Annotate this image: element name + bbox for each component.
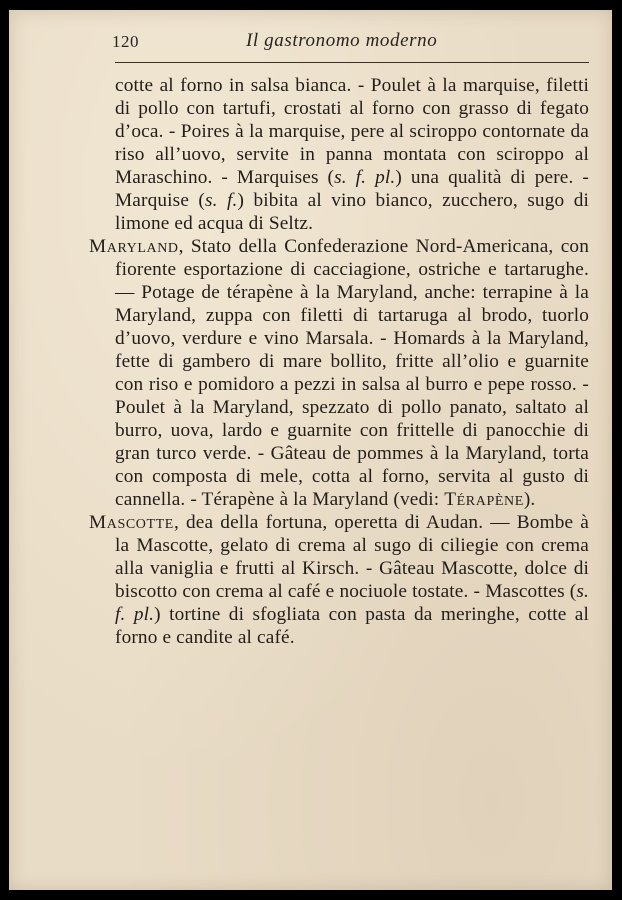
entry-text: , Stato della Confederazione Nord-Americana, con fiorente esportazione di cacciagione, ostriche e tartarughe. — Potage de térapène à la Maryland, anche: terrapine à la Maryland, zuppa con filetti di tartaruga al brodo, tuorlo d’uovo, verdure e vino Marsala. - Homards à la Maryland, fette di gambero di mare bollito, fritte all’olio e guarnite con riso e pomidoro a pezzi in salsa al burro e pepe rosso. - Poulet à la Maryland, spezzato di pollo panato, saltato al burro, uova, lardo e guarnite con frittelle di panocchie di gran turco verde. - Gâteau de pommes à la Maryland, torta con composta di mele, cotta al forno, servita al gusto di cannella. - Térapène à la Maryland (vedi:	[115, 236, 589, 510]
entry-text: , dea della fortuna, operetta di Audan. — Bombe à la Mascotte, gelato di crema al sugo di ciliegie con crema alla vaniglia e frutti al Kirsch. - Gâteau Mascotte, dolce di biscotto con crema al café e nociuole tostate. - Mascottes (	[115, 512, 589, 602]
cross-reference: Térapène	[444, 489, 524, 510]
entry-headword: Maryland	[89, 236, 179, 257]
grammar-abbreviation: s. f. pl.	[334, 167, 396, 188]
entry-text: ) una qualità di pere. - Marquise (	[115, 167, 589, 211]
entry-mascotte	[89, 511, 589, 649]
grammar-abbreviation: s. f. pl.	[115, 581, 589, 625]
entry-text: ) bibita al vino bianco, zucchero, sugo di limone ed acqua di Seltz.	[115, 190, 589, 234]
grammar-abbreviation: s. f.	[204, 190, 238, 211]
entry-text: cotte al forno in salsa bianca. - Poulet à la marquise, filetti di pollo con tartufi, crostati al forno con grasso di fegato d’oca. - Poires à la marquise, pere al sciroppo contornate da riso all’uovo, servite in panna montata con sciroppo al Maraschino. - Marquises (	[115, 75, 589, 188]
dictionary-text	[89, 74, 589, 649]
book-page	[9, 10, 612, 890]
running-title: Il gastronomo moderno	[246, 30, 438, 51]
entry-maryland	[89, 235, 589, 511]
entry-headword: Mascotte	[89, 512, 174, 533]
page-header	[112, 28, 592, 62]
page-number: 120	[112, 32, 139, 51]
entry-text: ).	[523, 489, 536, 510]
entry-text: ) tortine di sfogliata con pasta da meringhe, cotte al forno e candite al café.	[115, 604, 589, 648]
entry-continuation-marquise	[89, 74, 589, 235]
header-rule	[115, 62, 589, 63]
